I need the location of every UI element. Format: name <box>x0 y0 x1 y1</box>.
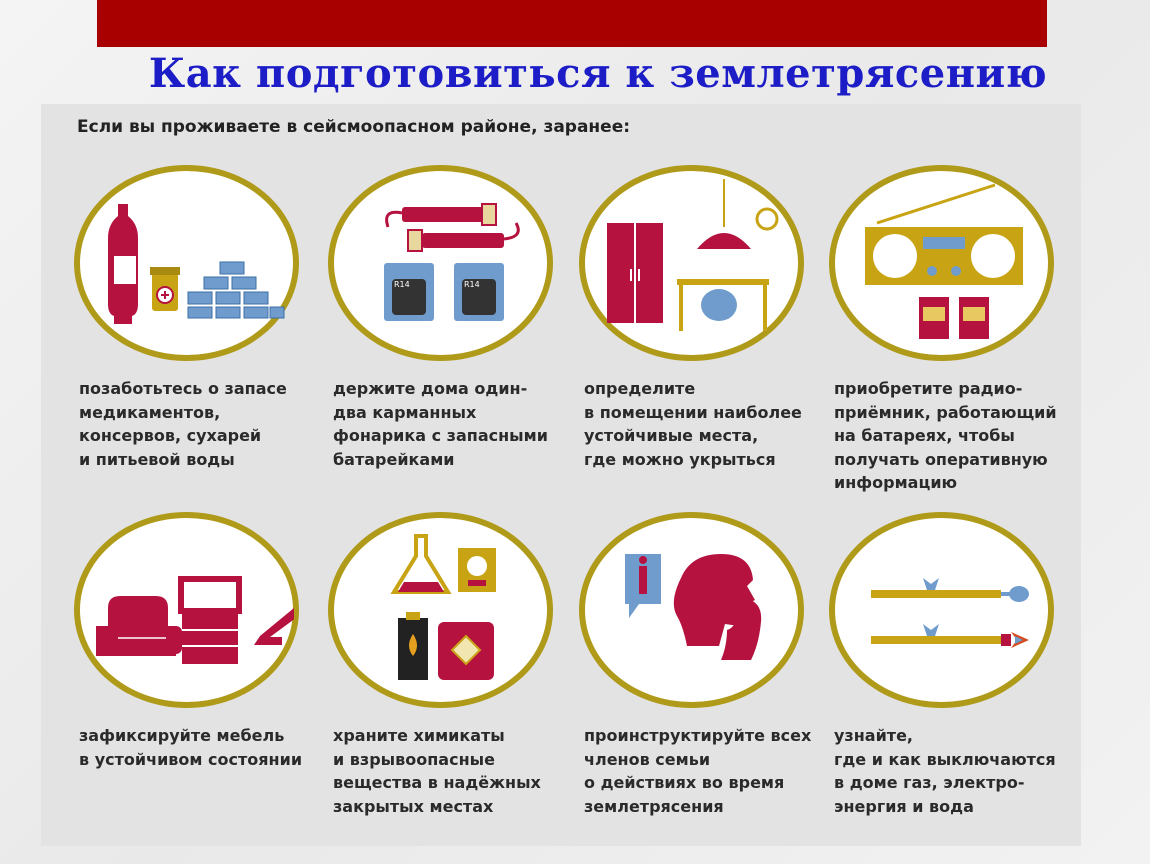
tip-circle <box>328 165 553 361</box>
tip-caption: позаботьтесь о запасе медикаментов, консервов, сухарей и питьевой воды <box>79 379 287 469</box>
tip-caption: зафиксируйте мебель в устойчивом состоянии <box>79 726 303 769</box>
tip-circle <box>74 165 299 361</box>
tip-circle <box>579 165 804 361</box>
tip-circle <box>829 512 1054 708</box>
radio-icon <box>835 171 1049 357</box>
furniture-icon <box>80 518 294 704</box>
chemicals-icon <box>334 518 548 704</box>
utilities-shutoff-icon <box>835 518 1049 704</box>
instruct-family-icon <box>585 518 799 704</box>
battery-label: R14 <box>464 280 480 289</box>
battery-label: R14 <box>394 280 410 289</box>
tip-circle <box>579 512 804 708</box>
page-title: Как подготовиться к землетрясению <box>148 50 1048 97</box>
supplies-icon <box>80 171 294 357</box>
info-panel <box>41 104 1081 846</box>
tip-caption: определите в помещении наиболее устойчивые места, где можно укрыться <box>584 379 802 469</box>
top-banner <box>97 0 1047 47</box>
flashlight-icon <box>334 171 548 357</box>
intro-text: Если вы проживаете в сейсмоопасном районе, заранее: <box>77 117 631 137</box>
tip-caption: храните химикаты и взрывоопасные вещества в надёжных закрытых местах <box>333 726 541 816</box>
tip-caption: проинструктируйте всех членов семьи о действиях во время землетрясения <box>584 726 812 816</box>
tip-caption: держите дома один- два карманных фонарика с запасными батарейками <box>333 379 548 469</box>
tip-caption: приобретите радио- приёмник, работающий на батареях, чтобы получать оперативную информацию <box>834 379 1057 492</box>
tip-caption: узнайте, где и как выключаются в доме газ, электро- энергия и вода <box>834 726 1056 816</box>
tip-circle <box>328 512 553 708</box>
room-furniture-icon <box>585 171 799 357</box>
tip-circle <box>74 512 299 708</box>
tip-circle <box>829 165 1054 361</box>
